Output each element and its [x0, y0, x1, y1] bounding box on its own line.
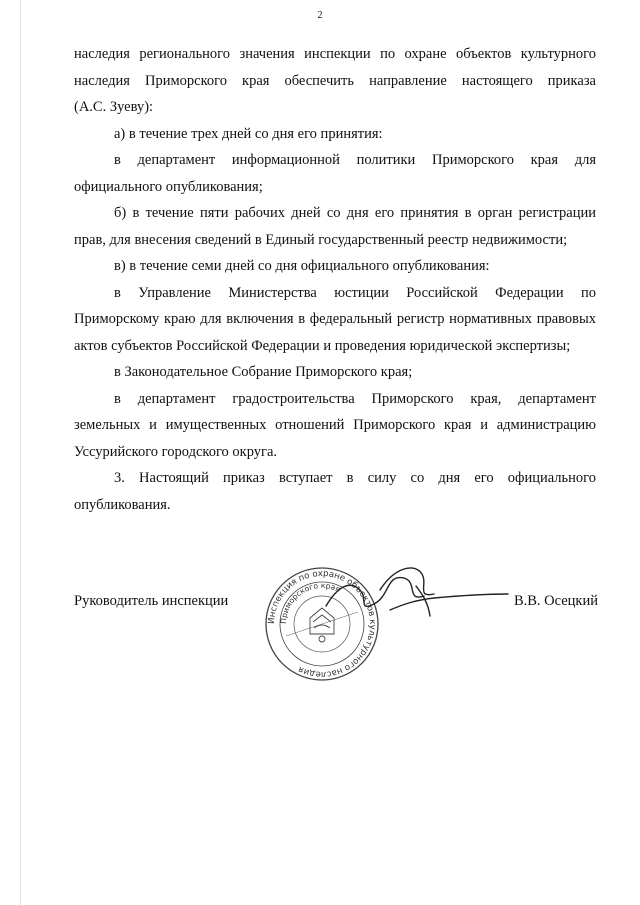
paragraph: в) в течение семи дней со дня официального опубликования: — [114, 258, 490, 274]
paragraph: в Законодательное Собрание Приморского края; — [114, 364, 413, 380]
paragraph: (А.С. Зуеву): — [74, 99, 154, 115]
paragraph: а) в течение трех дней со дня его принятия: — [114, 125, 383, 142]
paragraph: в департамент информационной политики Приморского края для официального опубликования; — [74, 152, 596, 195]
paragraph: наследия Приморского края обеспечить направление настоящего приказа — [74, 72, 596, 89]
document-body — [74, 41, 596, 518]
page-number: 2 — [317, 10, 323, 21]
signer-position: Руководитель инспекции — [74, 593, 229, 609]
paragraph: 3. Настоящий приказ вступает в силу со дня его официального опубликования. — [74, 470, 596, 513]
signer-name: В.В. Осецкий — [513, 593, 598, 609]
paragraph: наследия регионального значения инспекции по охране объектов культурного — [74, 46, 596, 62]
paragraph: в департамент градостроительства Приморского края, департамент земельных и имущественных отношений Приморского края и администрацию Уссурийского городского округа. — [74, 390, 596, 460]
seal-inner-text: Приморского края — [278, 580, 342, 625]
seal-outer-text: Инспекция по охране объектов культурного наследия — [266, 568, 378, 680]
paragraph: б) в течение пяти рабочих дней со дня его принятия в орган регистрации прав, для внесения сведений в Единый государственный реестр недвижимости; — [74, 205, 596, 248]
paragraph: в Управление Министерства юстиции Российской Федерации по Приморскому краю для включения в федеральный регистр нормативных правовых актов субъектов Российской Федерации и проведения юридической экспертизы; — [74, 284, 596, 354]
scan-edge — [20, 0, 21, 905]
handwritten-signature — [320, 560, 510, 630]
